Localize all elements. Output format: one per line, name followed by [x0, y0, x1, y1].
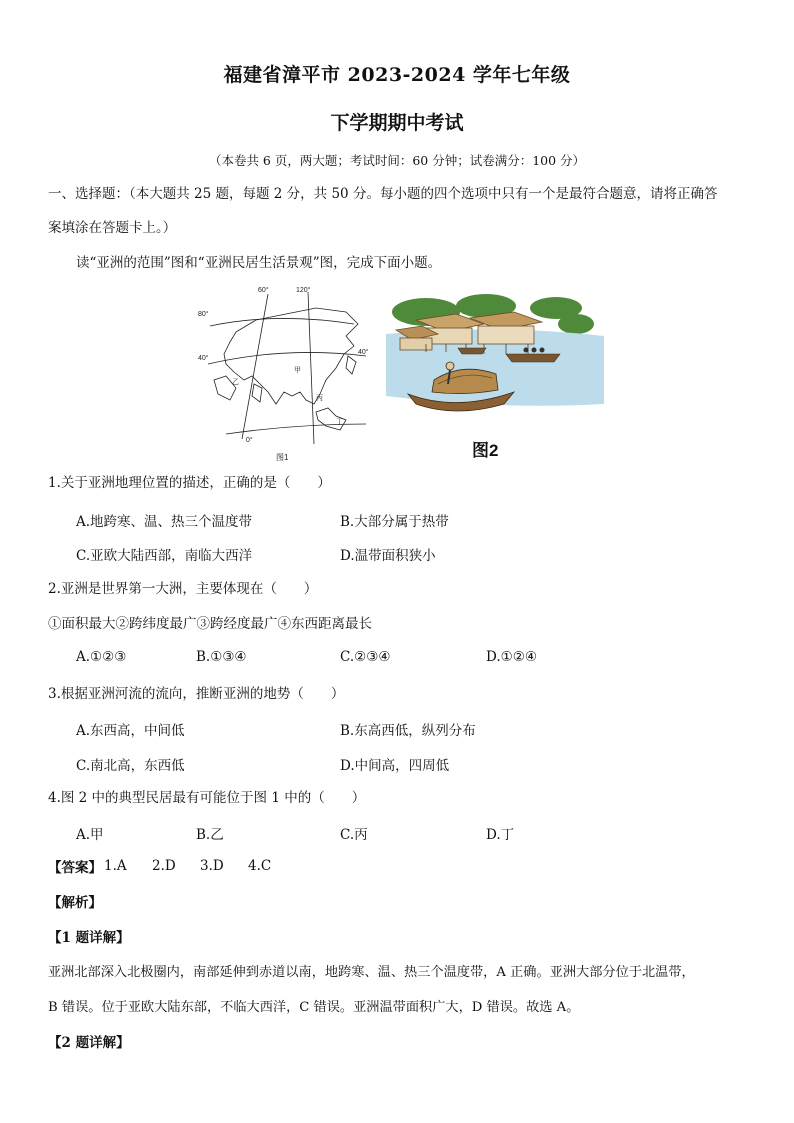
analysis-q1-line2: B 错误。位于亚欧大陆东部，不临大西洋，C 错误。亚洲温带面积广大，D 错误。故选 A。	[48, 1000, 580, 1015]
question-1-option-d: D.温带面积狭小	[340, 548, 436, 564]
equator	[226, 424, 366, 434]
question-2-stem: 2.亚洲是世界第一大洲，主要体现在（ ）	[48, 581, 318, 597]
label-jia: 甲	[294, 367, 301, 374]
scene-caption: 图2	[472, 441, 499, 460]
asia-outline	[224, 308, 358, 404]
analysis-q2-label: 【2 题详解】	[48, 1035, 130, 1051]
question-3-option-c: C.南北高，东西低	[76, 758, 185, 774]
question-3-stem: 3.根据亚洲河流的流向，推断亚洲的地势（ ）	[48, 686, 345, 702]
question-2-option-b: B.①③④	[196, 649, 247, 665]
label-lon60: 60°	[258, 287, 269, 294]
exam-title-line1: 福建省漳平市 2023-2024 学年七年级	[223, 64, 571, 86]
answer-2: 2.D	[152, 858, 176, 874]
question-2-option-d: D.①②④	[486, 649, 537, 665]
question-1-option-b: B.大部分属于热带	[340, 514, 449, 530]
exam-title-line2: 下学期期中考试	[330, 112, 464, 134]
section-heading-line2: 案填涂在答题卡上。）	[48, 220, 177, 236]
figure-area	[196, 284, 606, 464]
label-lon120: 120°	[296, 287, 311, 294]
meridian-60	[242, 294, 268, 439]
asia-map-figure	[196, 284, 376, 464]
map-caption: 图1	[276, 453, 289, 462]
parallel-40	[208, 352, 366, 364]
question-1-option-c: C.亚欧大陆西部，南临大西洋	[76, 548, 253, 564]
analysis-q1-line1: 亚洲北部深入北极圈内，南部延伸到赤道以南，地跨寒、温、热三个温度带，A 正确。亚洲大部分位于北温带，	[48, 965, 695, 980]
japan-outline	[346, 356, 356, 374]
analysis-label: 【解析】	[48, 895, 102, 911]
question-1-stem: 1.关于亚洲地理位置的描述，正确的是（ ）	[48, 475, 331, 491]
question-1-option-a: A.地跨寒、温、热三个温度带	[76, 514, 253, 530]
question-3-option-d: D.中间高，四周低	[340, 758, 450, 774]
dwelling-scene-figure	[386, 284, 604, 464]
question-4-option-c: C.丙	[340, 827, 368, 843]
label-lat0: 0°	[246, 437, 253, 444]
answer-4: 4.C	[248, 858, 272, 874]
label-lat40-left: 40°	[198, 355, 209, 362]
india-outline	[252, 384, 262, 402]
meridian-120	[308, 292, 314, 444]
label-ding: 丁	[336, 419, 343, 426]
question-2-statements: ①面积最大②跨纬度最广③跨经度最广④东西距离最长	[48, 616, 372, 632]
question-3-option-b: B.东高西低，纵列分布	[340, 723, 476, 739]
section-heading-line1: 一、选择题：（本大题共 25 题，每题 2 分，共 50 分。每小题的四个选项中只有一个是最符合题意，请将正确答	[48, 186, 718, 202]
question-4-option-b: B.乙	[196, 827, 224, 843]
answer-label: 【答案】	[48, 860, 102, 876]
analysis-q1-label: 【1 题详解】	[48, 930, 130, 946]
question-4-stem: 4.图 2 中的典型民居最有可能位于图 1 中的（ ）	[48, 790, 366, 806]
reading-intro: 读“亚洲的范围”图和“亚洲民居生活景观”图，完成下面小题。	[76, 255, 442, 271]
question-3-option-a: A.东西高，中间低	[76, 723, 185, 739]
label-lat80: 80°	[198, 311, 209, 318]
label-yi: 乙	[232, 379, 239, 386]
label-lat40-right: 40°	[358, 349, 369, 356]
question-2-option-a: A.①②③	[76, 649, 127, 665]
question-4-option-d: D.丁	[486, 827, 515, 843]
parallel-80	[210, 318, 354, 326]
answer-3: 3.D	[200, 858, 224, 874]
label-bing: 丙	[316, 395, 323, 402]
question-4-option-a: A.甲	[76, 827, 104, 843]
question-2-option-c: C.②③④	[340, 649, 391, 665]
answer-1: 1.A	[104, 858, 127, 874]
exam-info: （本卷共 6 页，两大题；考试时间：60 分钟；试卷满分：100 分）	[208, 153, 586, 168]
